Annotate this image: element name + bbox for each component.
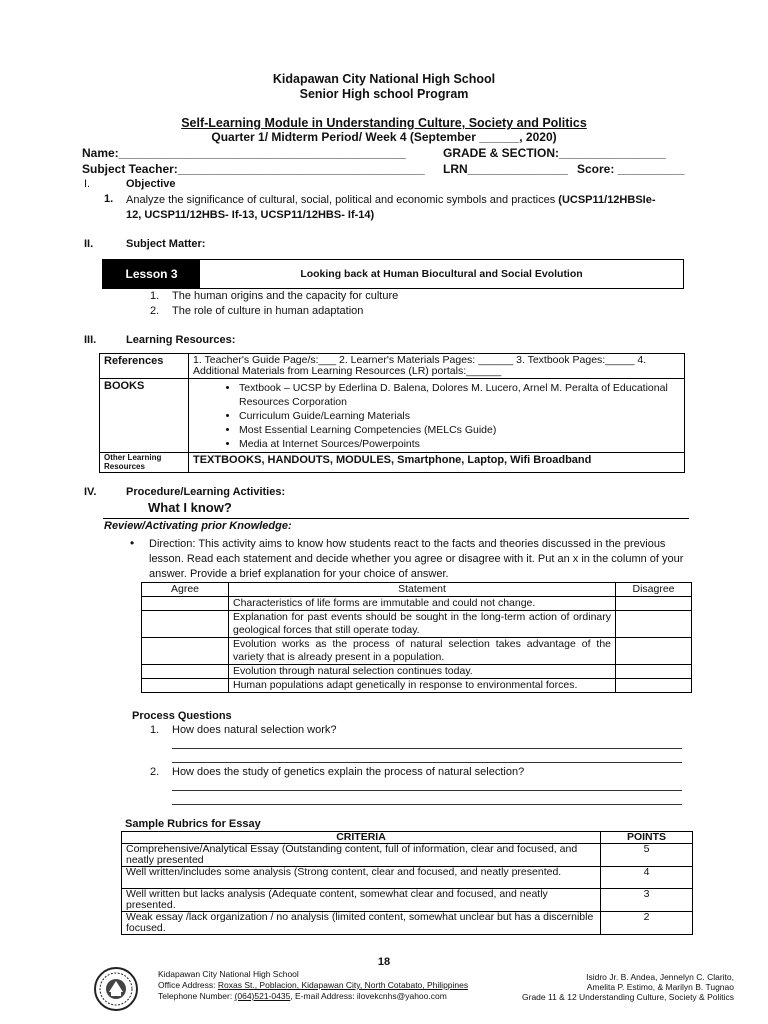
references-label: References [100, 354, 189, 379]
bullet-icon: • [130, 536, 135, 550]
subject-matter-label: Subject Matter: [126, 238, 206, 250]
other-resources-text: TEXTBOOKS, HANDOUTS, MODULES, Smartphone, Laptop, Wifi Broadband [189, 453, 685, 473]
objective-text [126, 193, 686, 223]
references-row [100, 354, 685, 379]
question-2: How does the study of genetics explain the process of natural selection? [172, 766, 525, 778]
what-i-know-heading: What I know? [148, 500, 232, 515]
rubrics-header-row [122, 832, 693, 844]
statement-cell: Explanation for past events should be sought in the long-term action of ordinary geological forces that still operate today. [229, 611, 616, 638]
question-1: How does natural selection work? [172, 724, 337, 736]
agree-header: Agree [142, 583, 229, 597]
program-name: Senior High school Program [299, 87, 469, 101]
agree-cell[interactable] [142, 597, 229, 611]
authors-line: Isidro Jr. B. Andea, Jennelyn C. Clarito, [586, 972, 734, 982]
points-cell: 4 [601, 867, 693, 889]
list-item: • Textbook – UCSP by Ederlina D. Balena, Dolores M. Lucero, Arnel M. Peralta of Educational Resources Corporation [239, 381, 680, 409]
direction-text: Direction: This activity aims to know how students react to the facts and theories discussed in the previous lesson. Read each statement and decide whether you agree or disagree with it. Put an x in the column of your answer. Provide a brief explanation for your choice of answer. [149, 538, 684, 580]
answer-line[interactable] [172, 790, 682, 791]
table-row [122, 867, 693, 889]
agree-cell[interactable] [142, 665, 229, 679]
statement-cell: Evolution through natural selection continues today. [229, 665, 616, 679]
table-header-row [142, 583, 692, 597]
answer-line[interactable] [172, 804, 682, 805]
criteria-header: CRITERIA [122, 832, 601, 844]
table-row [142, 597, 692, 611]
tel-label: Telephone Number: [158, 991, 235, 1001]
procedure-numeral: IV. [84, 486, 97, 498]
topic-number: 2. [150, 305, 160, 317]
objective-codes-cont: 12, UCSP11/12HBS- If-13, UCSP11/12HBS- If-14) [126, 209, 375, 221]
statement-cell: Evolution works as the process of natural selection takes advantage of the variety that is already present in a population. [229, 638, 616, 665]
agree-cell[interactable] [142, 679, 229, 693]
section-divider [103, 518, 689, 519]
answer-line[interactable] [172, 748, 682, 749]
criteria-cell: Well written/includes some analysis (Strong content, clear and focused, and neatly presented. [122, 867, 601, 889]
lesson-box [102, 259, 684, 289]
page-number: 18 [377, 956, 391, 968]
points-cell: 3 [601, 889, 693, 912]
statement-header: Statement [229, 583, 616, 597]
footer-contact [158, 991, 468, 1002]
table-row [122, 844, 693, 867]
question-number: 2. [150, 766, 160, 778]
rubrics-title: Sample Rubrics for Essay [125, 818, 261, 830]
statement-cell: Human populations adapt genetically in response to environmental forces. [229, 679, 616, 693]
lrn-field: LRN_______________ [443, 162, 568, 176]
objective-numeral: I. [84, 178, 91, 190]
disagree-cell[interactable] [616, 679, 692, 693]
quarter-line: Quarter 1/ Midterm Period/ Week 4 (September ______, 2020) [211, 130, 557, 144]
office-address: Roxas St., Poblacion, Kidapawan City, North Cotabato, Philippines [217, 980, 469, 990]
criteria-cell: Comprehensive/Analytical Essay (Outstanding content, full of information, clear and focused, and neatly presented [122, 844, 601, 867]
list-item: • Most Essential Learning Competencies (MELCs Guide) [239, 423, 680, 437]
other-resources-row [100, 453, 685, 473]
books-row [100, 379, 685, 453]
table-row [142, 638, 692, 665]
footer-address [158, 969, 468, 1002]
other-resources-label: Other Learning Resources [100, 453, 189, 473]
points-cell: 5 [601, 844, 693, 867]
table-row [122, 912, 693, 935]
rubrics-table [121, 831, 693, 935]
statement-cell: Characteristics of life forms are immutable and could not change. [229, 597, 616, 611]
statements-table [141, 582, 692, 693]
topic-number: 1. [150, 290, 160, 302]
process-questions-title: Process Questions [132, 710, 232, 722]
procedure-label: Procedure/Learning Activities: [126, 486, 286, 498]
references-text: 1. Teacher's Guide Page/s:___ 2. Learner's Materials Pages: ______ 3. Textbook Pages:_____ 4. Additional Materials from Learning Resources (LR) portals:______ [189, 354, 685, 379]
disagree-cell[interactable] [616, 597, 692, 611]
tel-number: (064)521-0435 [234, 991, 291, 1001]
agree-cell[interactable] [142, 638, 229, 665]
authors-line: Amelita P. Estimo, & Marilyn B. Tugnao [586, 982, 734, 992]
teacher-field: Subject Teacher:_____________________________________ [82, 162, 425, 176]
lesson-title: Looking back at Human Biocultural and Social Evolution [300, 268, 583, 280]
table-row [142, 611, 692, 638]
course-line: Grade 11 & 12 Understanding Culture, Society & Politics [522, 992, 734, 1002]
topic-item: The human origins and the capacity for culture [172, 290, 399, 302]
review-heading: Review/Activating prior Knowledge: [104, 520, 292, 532]
books-list-cell [189, 379, 685, 453]
answer-line[interactable] [172, 762, 682, 763]
footer-school: Kidapawan City National High School [158, 969, 299, 979]
points-header: POINTS [601, 832, 693, 844]
list-item: • Media at Internet Sources/Powerpoints [239, 437, 680, 451]
topic-item: The role of culture in human adaptation [172, 305, 364, 317]
points-cell: 2 [601, 912, 693, 935]
school-name: Kidapawan City National High School [272, 72, 496, 86]
resources-label: Learning Resources: [126, 334, 236, 346]
disagree-cell[interactable] [616, 611, 692, 638]
footer-authors [440, 972, 734, 1002]
objective-statement: Analyze the significance of cultural, social, political and economic symbols and practices [126, 194, 559, 206]
question-number: 1. [150, 724, 160, 736]
resources-table [99, 353, 685, 473]
subject-matter-numeral: II. [84, 238, 94, 250]
score-field: Score: __________ [577, 162, 685, 176]
name-field: Name:___________________________________________ [82, 146, 406, 160]
table-row [142, 679, 692, 693]
criteria-cell: Well written but lacks analysis (Adequate content, somewhat clear and focused, and neatly presented. [122, 889, 601, 912]
module-title: Self-Learning Module in Understanding Culture, Society and Politics [181, 116, 587, 130]
footer-office [158, 980, 468, 991]
email-address: , E-mail Address: ilovekcnhs@yahoo.com [290, 991, 447, 1001]
objective-number: 1. [104, 193, 114, 205]
resources-numeral: III. [84, 334, 97, 346]
lesson-number: Lesson 3 [103, 260, 200, 288]
table-row [142, 665, 692, 679]
grade-section-field: GRADE & SECTION:________________ [443, 146, 666, 160]
table-row [122, 889, 693, 912]
disagree-cell[interactable] [616, 665, 692, 679]
objective-label: Objective [126, 178, 176, 190]
disagree-cell[interactable] [616, 638, 692, 665]
books-list [193, 381, 680, 451]
objective-codes: (UCSP11/12HBSIe- [558, 194, 656, 206]
list-item: • Curriculum Guide/Learning Materials [239, 409, 680, 423]
agree-cell[interactable] [142, 611, 229, 638]
disagree-header: Disagree [616, 583, 692, 597]
school-seal-icon [93, 966, 139, 1012]
office-label: Office Address: [158, 980, 218, 990]
criteria-cell: Weak essay /lack organization / no analysis (limited content, somewhat unclear but has a discernible focused. [122, 912, 601, 935]
books-label: BOOKS [100, 379, 189, 453]
